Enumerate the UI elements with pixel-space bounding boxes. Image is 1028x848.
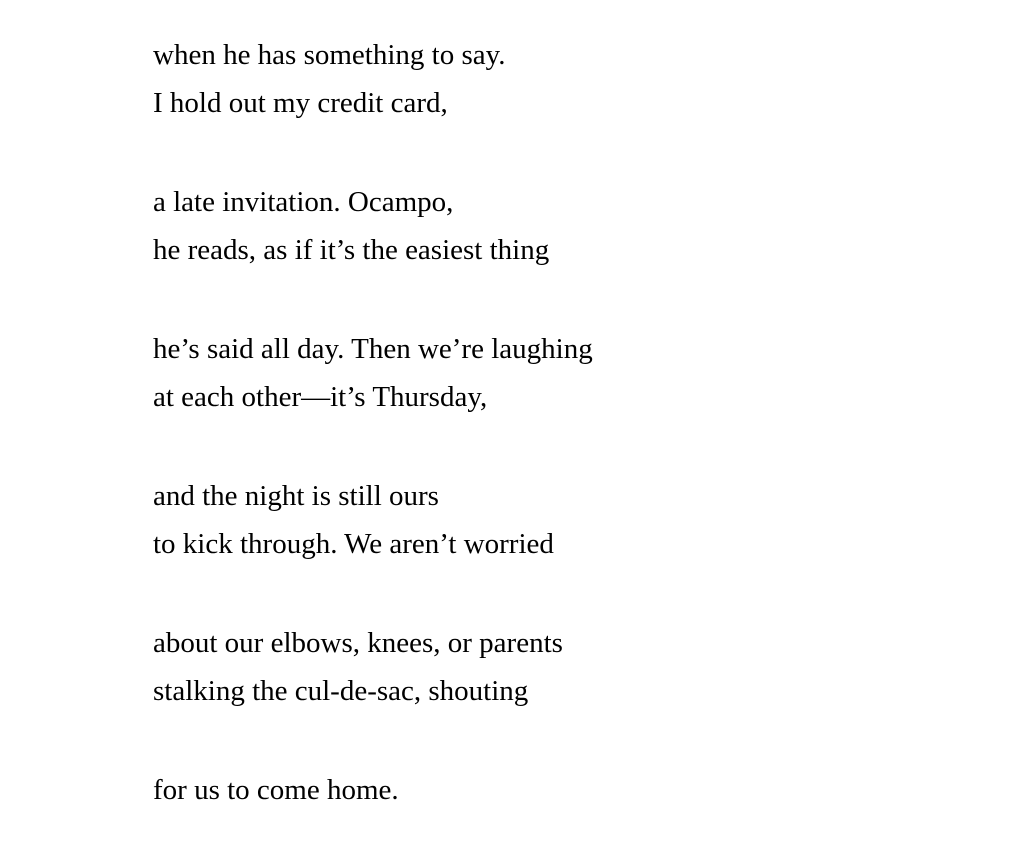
poem-line: and the night is still ours	[153, 480, 439, 512]
poem-line: I hold out my credit card,	[153, 87, 448, 119]
poem-line: he’s said all day. Then we’re laughing	[153, 333, 593, 365]
poem-line: he reads, as if it’s the easiest thing	[153, 234, 550, 266]
stanza-6	[153, 766, 973, 814]
poem-line: for us to come home.	[153, 774, 399, 806]
poem-line: when he has something to say.	[153, 39, 506, 71]
stanza-3	[153, 325, 973, 421]
poem-line: to kick through. We aren’t worried	[153, 528, 554, 560]
poem-line: at each other—it’s Thursday,	[153, 381, 488, 413]
poem-text	[153, 31, 973, 814]
poem-line: about our elbows, knees, or parents	[153, 627, 563, 659]
poem-line: a late invitation. Ocampo,	[153, 186, 454, 218]
stanza-1	[153, 31, 973, 127]
poem-line: stalking the cul-de-sac, shouting	[153, 675, 529, 707]
stanza-4	[153, 472, 973, 568]
stanza-2	[153, 178, 973, 274]
stanza-5	[153, 619, 973, 715]
